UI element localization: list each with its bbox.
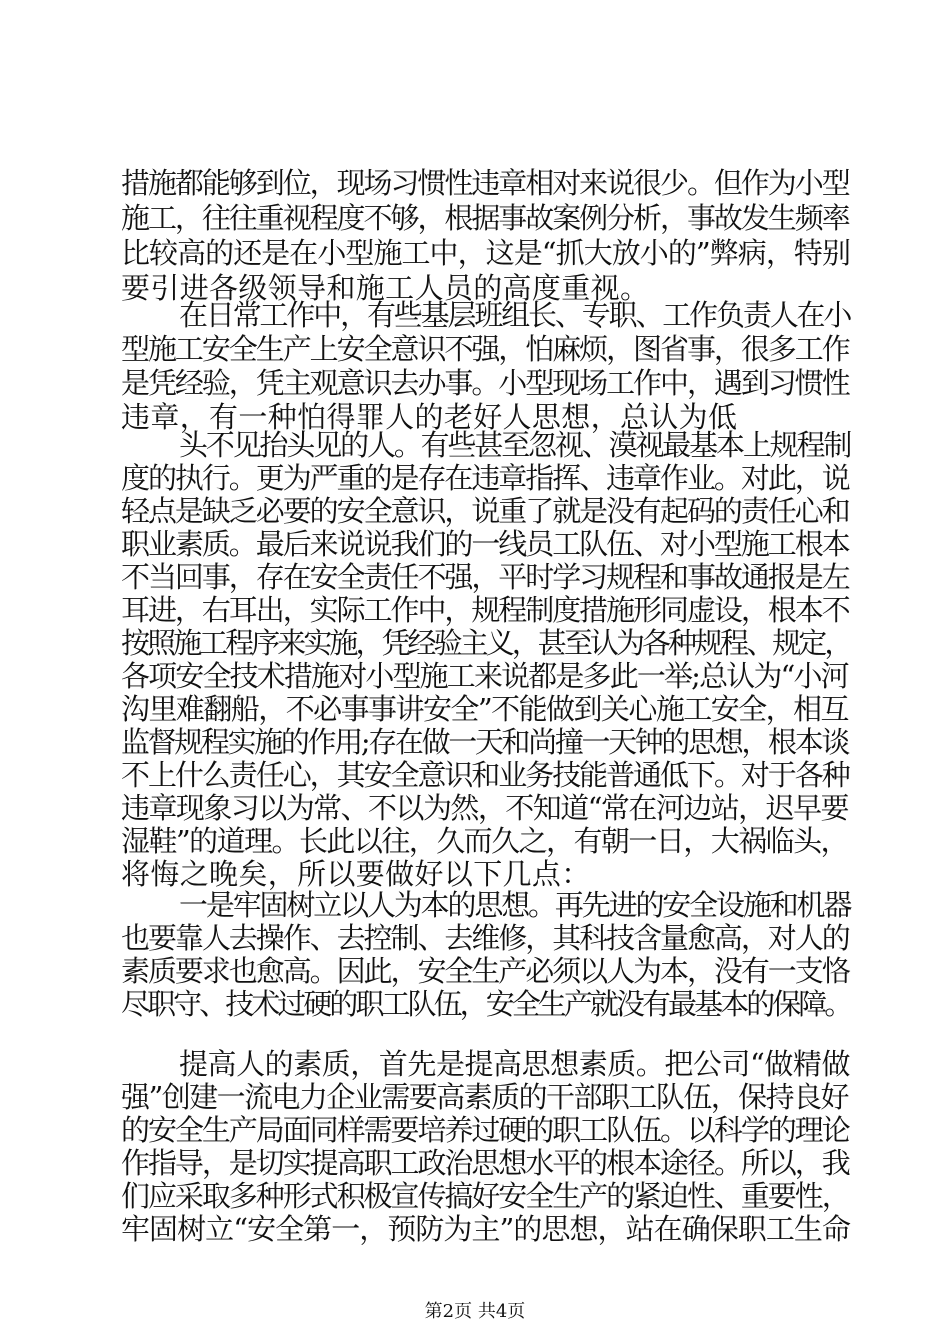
text-line: 措施都能够到位，现场习惯性违章相对来说很少。但作为小型 <box>121 166 849 200</box>
text-line: 尽职守、技术过硬的职工队伍，安全生产就没有最基本的保障。 <box>121 987 851 1021</box>
text-line: 不上什么责任心，其安全意识和业务技能普通低下。对于各种 <box>121 758 849 792</box>
text-line: 度的执行。更为严重的是存在违章指挥、违章作业。对此，说 <box>121 461 849 495</box>
text-line: 的安全生产局面同样需要培养过硬的职工队伍。以科学的理论 <box>121 1113 849 1147</box>
text-line: 将悔之晚矣，所以要做好以下几点： <box>121 857 591 891</box>
text-line: 提高人的素质，首先是提高思想素质。把公司“做精做 <box>179 1047 851 1081</box>
text-line: 违章现象习以为常、不以为然，不知道“常在河边站，迟早要 <box>121 791 848 825</box>
text-line: 要引进各级领导和施工人员的高度重视。 <box>121 271 650 305</box>
text-line: 监督规程实施的作用;存在做一天和尚撞一天钟的思想，根本谈 <box>121 725 848 759</box>
text-line: 型施工安全生产上安全意识不强，怕麻烦，图省事，很多工作 <box>121 332 849 366</box>
text-line: 们应采取多种形式积极宣传搞好安全生产的紧迫性、重要性， <box>121 1179 849 1213</box>
text-line: 也要靠人去操作、去控制、去维修，其科技含量愈高，对人的 <box>121 921 849 955</box>
text-line: 施工，往往重视程度不够，根据事故案例分析，事故发生频率 <box>121 201 849 235</box>
page-footer: 第2页 共4页 <box>424 1301 526 1322</box>
text-line: 强”创建一流电力企业需要高素质的干部职工队伍，保持良好 <box>121 1080 848 1114</box>
text-line: 各项安全技术措施对小型施工来说都是多此一举;总认为“小河 <box>121 659 848 693</box>
text-line: 头不见抬头见的人。有些甚至忽视、漠视最基本上规程制 <box>179 428 851 462</box>
text-line: 职业素质。最后来说说我们的一线员工队伍、对小型施工根本 <box>121 527 849 561</box>
text-line: 按照施工程序来实施，凭经验主义，甚至认为各种规程、规定， <box>121 626 851 660</box>
text-line: 轻点是缺乏必要的安全意识，说重了就是没有起码的责任心和 <box>121 494 849 528</box>
text-line: 湿鞋”的道理。长此以往，久而久之，有朝一日，大祸临头， <box>121 824 848 858</box>
text-line: 作指导，是切实提高职工政治思想水平的根本途径。所以，我 <box>121 1146 849 1180</box>
text-line: 不当回事，存在安全责任不强，平时学习规程和事故通报是左 <box>121 560 849 594</box>
text-line: 一是牢固树立以人为本的思想。再先进的安全设施和机器 <box>179 888 851 922</box>
text-line: 耳进，右耳出，实际工作中，规程制度措施形同虚设，根本不 <box>121 593 849 627</box>
text-line: 牢固树立“安全第一，预防为主”的思想，站在确保职工生命 <box>121 1212 851 1246</box>
text-line: 在日常工作中，有些基层班组长、专职、工作负责人在小 <box>179 298 851 332</box>
text-line: 违章，有一种怕得罪人的老好人思想，总认为低 <box>121 400 738 434</box>
text-line: 是凭经验，凭主观意识去办事。小型现场工作中，遇到习惯性 <box>121 366 849 400</box>
text-line: 沟里难翻船，不必事事讲安全”不能做到关心施工安全，相互 <box>121 692 848 726</box>
text-line: 素质要求也愈高。因此，安全生产必须以人为本，没有一支恪 <box>121 954 849 988</box>
text-line: 比较高的还是在小型施工中，这是“抓大放小的”弊病，特别 <box>121 236 851 270</box>
